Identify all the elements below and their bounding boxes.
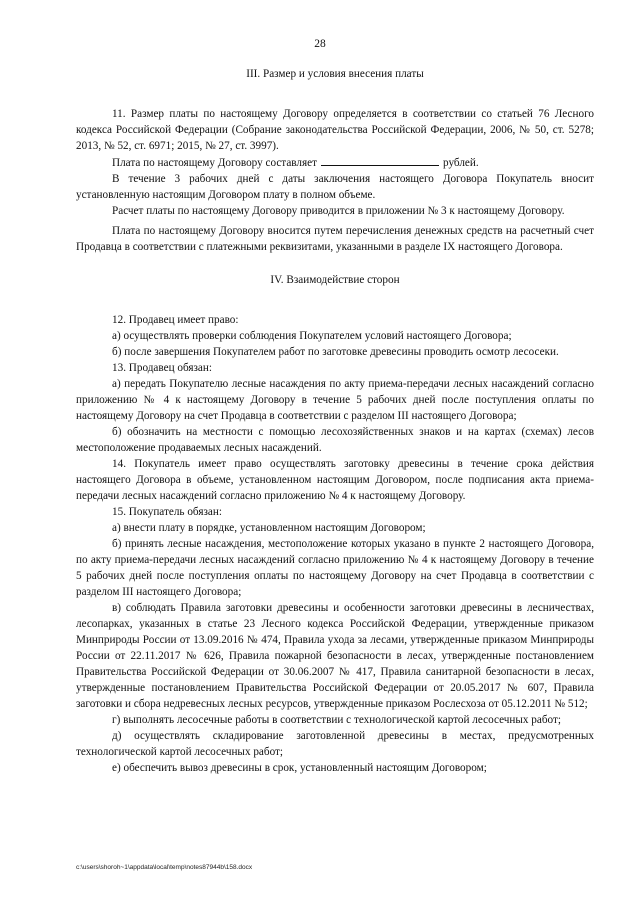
paragraph-15e: е) обеспечить вывоз древесины в срок, установленный настоящим Договором; (112, 762, 487, 774)
transfer-paragraph: Плата по настоящему Договору вносится путем перечисления денежных средств на расчетный счет Продавца в соответствии с платежными реквизитами, указанными в разделе IX настоящего Договора. (76, 225, 594, 253)
paragraph-12b: б) после завершения Покупателем работ по заготовке древесины проводить осмотр лесосеки. (112, 346, 559, 358)
payment-term-paragraph: В течение 3 рабочих дней с даты заключения настоящего Договора Покупатель вносит установленную настоящим Договором плату в полном объеме. (76, 173, 594, 201)
paragraph-15b: б) принять лесные насаждения, местоположение которых указано в пункте 2 настоящего Договора, по акту приема-передачи лесных насаждений согласно приложению № 4 к настоящему Договору в течение 5 рабочих дней после поступления оплаты по настоящему Договору на счет Продавца в соответствии с разделом III настоящего Договора; (76, 538, 594, 598)
paragraph-15v: в) соблюдать Правила заготовки древесины и особенности заготовки древесины в лесничествах, лесопарках, указанных в статье 23 Лесного кодекса Российской Федерации, утвержденные приказом Минприроды России от 13.09.2016 № 474, Правила ухода за лесами, утвержденные приказом Минприроды России от 22.11.2017 № 626, Правила пожарной безопасности в лесах, утвержденные постановлением Правительства Российской Федерации от 30.06.2007 № 417, Правила санитарной безопасности в лесах, утвержденные постановлением Правительства Российской Федерации от 20.05.2017 № 607, Правила заготовки и сбора недревесных лесных ресурсов, утвержденные приказом Рослесхоза от 05.12.2011 № 512; (76, 602, 594, 710)
section-4-heading: IV. Взаимодействие сторон (270, 274, 400, 286)
paragraph-15g: г) выполнять лесосечные работы в соответствии с технологической картой лесосечных работ; (112, 714, 561, 726)
calculation-paragraph: Расчет платы по настоящему Договору приводится в приложении № 3 к настоящему Договору. (112, 205, 565, 217)
fee-line (76, 154, 594, 171)
paragraph-14: 14. Покупатель имеет право осуществлять заготовку древесины в течение срока действия настоящего Договора в объеме, установленном настоящим Договором, после подписания акта приема-передачи лесных насаждений согласно приложению № 4 к настоящему Договору. (76, 458, 594, 502)
fee-amount-blank (321, 154, 439, 166)
page-number: 28 (314, 38, 326, 50)
paragraph-15: 15. Покупатель обязан: (112, 506, 222, 518)
paragraph-12a: а) осуществлять проверки соблюдения Покупателем условий настоящего Договора; (112, 330, 512, 342)
fee-unit: рублей. (443, 157, 479, 169)
paragraph-12: 12. Продавец имеет право: (112, 314, 239, 326)
paragraph-11: 11. Размер платы по настоящему Договору определяется в соответствии со статьей 76 Лесного кодекса Российской Федерации (Собрание законодательства Российской Федерации, 2006, № 50, ст. 5278; 2013, № 52, ст. 6971; 2015, № 27, ст. 3997). (76, 108, 594, 152)
section-3-heading: III. Размер и условия внесения платы (246, 68, 424, 80)
paragraph-13: 13. Продавец обязан: (112, 362, 212, 374)
paragraph-15d: д) осуществлять складирование заготовленной древесины в местах, предусмотренных технологической картой лесосечных работ; (76, 730, 594, 758)
document-body (76, 66, 594, 776)
fee-label: Плата по настоящему Договору составляет (112, 157, 318, 169)
paragraph-13a: а) передать Покупателю лесные насаждения по акту приема-передачи лесных насаждений согласно приложению № 4 к настоящему Договору в течение 5 рабочих дней после поступления оплаты по настоящему Договору на счет Продавца в соответствии с разделом III настоящего Договора; (76, 378, 594, 422)
paragraph-13b: б) обозначить на местности с помощью лесохозяйственных знаков и на картах (схемах) лесов местоположение продаваемых лесных насаждений. (76, 426, 594, 454)
footer-file-path: c:\users\shoroh~1\appdata\local\temp\notes87944b\158.docx (76, 864, 253, 871)
paragraph-15a: а) внести плату в порядке, установленном настоящим Договором; (112, 522, 426, 534)
